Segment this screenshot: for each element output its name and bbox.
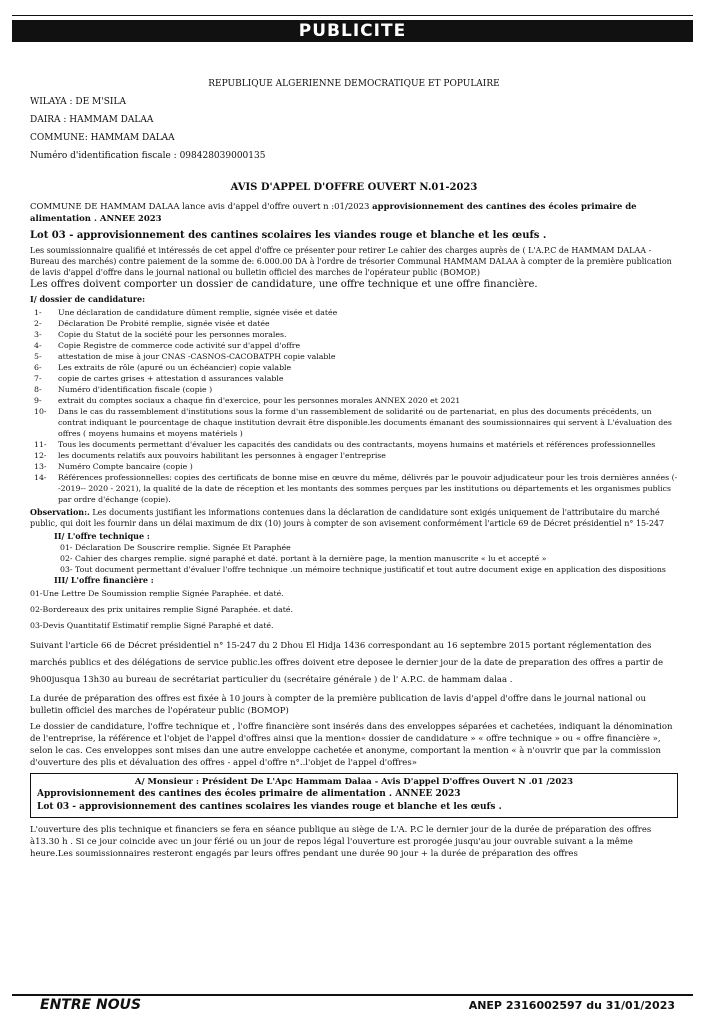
list-item: 13- Numéro Compte bancaire (copie ) [34, 462, 193, 471]
intro-paragraph [30, 201, 678, 225]
list-item: 12- les documents relatifs aux pouvoirs habilitant les personnes à engager l'entreprise [34, 451, 386, 460]
list-item: 5- attestation de mise à jour CNAS -CASNOS-CACOBATPH copie valable [34, 352, 336, 361]
tech-item-2: 02- Cahier des charges remplie. signé paraphé et daté. portant à la dernière page, la mention manuscrite « lu et accepté » [60, 554, 547, 563]
list-item: 14- Références professionnelles: copies des certificats de bonne mise en œuvre du même, délivrés par le pouvoir adjudicateur pour les trois dernières années (--2019-- 2020 - 2021), la qualité de la date de réception et les montants des sommes perçues par les institutions ou départements et les organismes publics par ordre d'échange (copie). [34, 473, 678, 504]
list-item: 3- Copie du Statut de la société pour les personnes morales. [34, 330, 287, 339]
notice-title: AVIS D'APPEL D'OFFRE OUVERT N.01-2023 [230, 182, 478, 193]
list-item: 8- Numéro d'identification fiscale (copie ) [34, 385, 213, 394]
lot-heading: Lot 03 - approvisionnement des cantines scolaires les viandes rouge et blanche et les œufs . [30, 230, 547, 241]
tech-item-3: 03- Tout document permettant d'évaluer l'offre technique .un mémoire technique justificatif et tout autre document exige en application des dispositions [60, 565, 666, 574]
list-item: 10- Dans le cas du rassemblement d'institutions sous la forme d'un rassemblement de solidarité ou de partenariat, en plus des documents précédents, un contrat indiquant le pourcentage de chaque institution devrait être disponible.les documents émanant des soumissionnaires qui servent à L'évaluation des offres ( moyens humains et moyens matériels ) [34, 407, 672, 438]
decree-paragraph: Suivant l'article 66 de Décret présidentiel n° 15-247 du 2 Dhou El Hidja 1436 correspondant au 16 septembre 2015 portant réglementation des marchés publics et des délégations de service public.les offres doivent etre deposee le dernier jour de la date de preparation des offres a partir de 9h00jusqua 13h30 au bureau de secrétariat particulier du (secrétaire générale ) de l' A.P.C. de hammam dalaa . [30, 641, 664, 685]
fin-item-2: 02-Bordereaux des prix unitaires remplie Signé Paraphée. et daté. [30, 605, 293, 614]
list-item: 1- Une déclaration de candidature dûment remplie, signée visée et datée [34, 308, 338, 317]
section-candidature: I/ dossier de candidature: [30, 294, 146, 304]
wilaya-line: WILAYA : DE M'SILA [30, 97, 126, 107]
tech-item-1: 01- Déclaration De Souscrire remplie. Signée Et Paraphée [60, 543, 291, 552]
republic-header: REPUBLIQUE ALGERIENNE DEMOCRATIQUE ET POPULAIRE [208, 79, 500, 89]
box-lot-line: Lot 03 - approvisionnement des cantines scolaires les viandes rouge et blanche et les œufs . [37, 802, 502, 812]
envelope-paragraph: Le dossier de candidature, l'offre technique et , l'offre financière sont insérés dans des enveloppes séparées et cachetées, indiquant la dénomination de l'entreprise, la référence et l'objet de l'appel d'offres ainsi que la mention« dossier de candidature » « offre technique » ou « offre financière », selon le cas. Ces enveloppes sont mises dan une autre enveloppe cachetée et anonyme, comportant la mention « à n'ouvrir que par la commission d'ouverture des plis et dévaluation des offres - appel d'offre n°..l'objet de l'appel d'offres» [30, 722, 673, 768]
candidature-doc-list [30, 307, 678, 505]
footer-reference: ANEP 2316002597 du 31/01/2023 [468, 999, 675, 1012]
daira-line: DAIRA : HAMMAM DALAA [30, 115, 154, 125]
fin-item-3: 03-Devis Quantitatif Estimatif remplie Signé Paraphé et daté. [30, 621, 274, 630]
list-item: 6- Les extraits de rôle (apuré ou un échéancier) copie valable [34, 363, 292, 372]
observation-label: Observation:. [30, 507, 90, 517]
list-item: 9- extrait du comptes sociaux a chaque fin d'exercice, pour les personnes morales ANNEX 2020 et 2021 [34, 396, 461, 405]
address-box [30, 773, 678, 818]
offers-composition: Les offres doivent comporter un dossier de candidature, une offre technique et une offre financière. [30, 279, 538, 290]
section-technical: II/ L'offre technique : [54, 531, 150, 541]
observation-paragraph [30, 507, 678, 529]
list-item: 7- copie de cartes grises + attestation d assurances valable [34, 374, 284, 383]
publicite-banner: PUBLICITE [12, 20, 693, 42]
withdrawal-paragraph: Les soumissionnaire qualifié et intéressés de cet appel d'offre ce présenter pour retirer Le cahier des charges auprès de ( L'A.P.C de HAMMAM DALAA - Bureau des marchés) contre paiement de la somme de: 6.000.00 DA à l'ordre de trésorier Communal HAMMAM DALAA à compter de la première publication de lavis d'appel d'offre dans le journal national ou bulletin officiel des marches de l'opérateur public (BOMOP.) [30, 246, 672, 277]
box-subject-line: Approvisionnement des cantines des écoles primaire de alimentation . ANNEE 2023 [37, 789, 461, 799]
fiscal-id-line: Numéro d'identification fiscale : 098428039000135 [30, 151, 266, 161]
fin-item-1: 01-Une Lettre De Soumission remplie Signée Paraphée. et daté. [30, 589, 284, 598]
observation-text: Les documents justifiant les informations contenues dans la déclaration de candidature sont exigés uniquement de l'attributaire du marché public, qui doit les fournir dans un délai maximum de dix (10) jours à compter de son avisement conformément l'article 69 de Décret présidentiel n° 15-247 [30, 508, 665, 528]
list-item: 4- Copie Registre de commerce code activité sur d'appel d'offre [34, 341, 301, 350]
notice-body [30, 60, 678, 860]
list-item: 2- Déclaration De Probité remplie, signée visée et datée [34, 319, 270, 328]
commune-line: COMMUNE: HAMMAM DALAA [30, 133, 175, 143]
duration-paragraph: La durée de préparation des offres est fixée à 10 jours à compter de la première publication de lavis d'appel d'offre dans le journal national ou bulletin officiel des marches de l'opérateur public (BOMOP) [30, 694, 646, 716]
footer-rule [12, 994, 693, 996]
address-line: A/ Monsieur : Président De L'Apc Hammam Dalaa - Avis D'appel D'offres Ouvert N .01 /2023 [134, 777, 574, 787]
intro-commune: COMMUNE DE HAMMAM DALAA lance avis d'appel d'offre ouvert n :01/2023 [30, 202, 373, 212]
opening-paragraph: L'ouverture des plis technique et financiers se fera en séance publique au siège de L'A. P.C le dernier jour de la durée de préparation des offres à13.30 h . Si ce jour coincide avec un jour férié ou un jour de repos légal l'ouverture est prorogée jusqu'au jour ouvrable suivant a la même heure.Les soumissionnaires resteront engagés par leurs offres pendant une durée 90 jour + la durée de préparation des offres [30, 825, 652, 859]
intro-subject: approvisionnement des cantines des écoles primaire de alimentation . ANNEE 2023 [30, 202, 637, 224]
footer-source: ENTRE NOUS [40, 997, 142, 1013]
list-item: 11- Tous les documents permettant d'évaluer les capacités des candidats ou des contractants, moyens humains et matériels et références professionnelles [34, 440, 656, 449]
section-financial: III/ L'offre financière : [54, 575, 154, 585]
top-rule [12, 15, 693, 16]
